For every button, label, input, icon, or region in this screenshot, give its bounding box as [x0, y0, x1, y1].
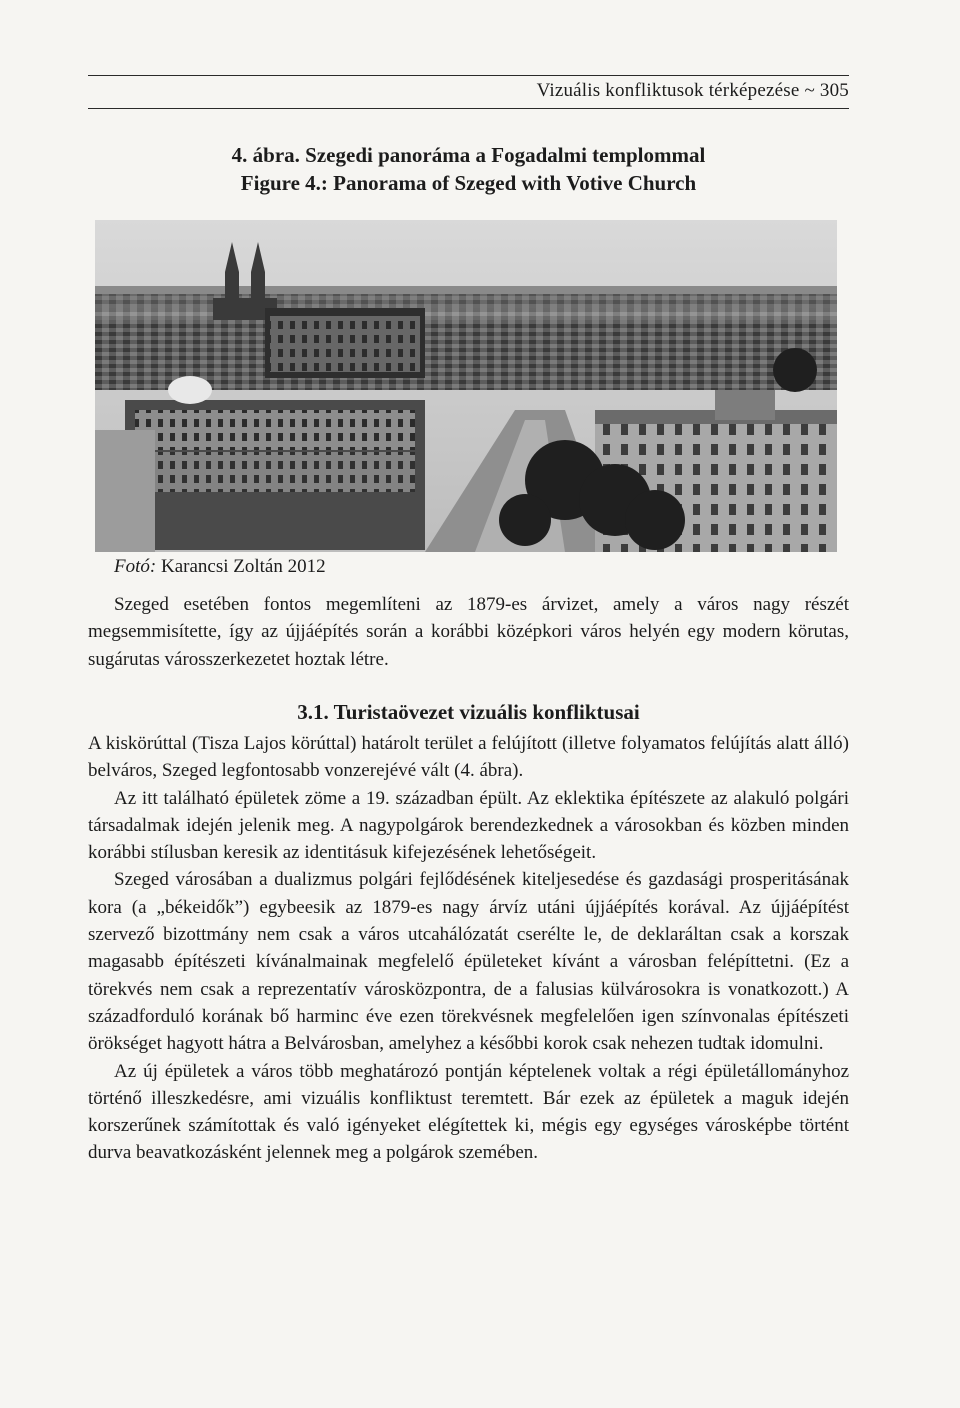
header-bottom-rule	[88, 108, 849, 109]
intro-paragraph: Szeged esetében fontos megemlíteni az 1879-es árvizet, amely a város nagy részét megsemmisítette, így az újjáépítés során a korábbi középkori város helyén egy modern körutas, sugárutas városszerkezetet hoztak létre.	[88, 594, 849, 670]
running-head	[88, 80, 849, 102]
section-title: Turistaövezet vizuális konfliktusai	[333, 700, 640, 724]
running-head-separator: ~	[804, 80, 815, 101]
header-top-rule	[88, 75, 849, 76]
section-body	[88, 730, 849, 1167]
section-heading	[88, 700, 849, 725]
figure-title-hu: 4. ábra. Szegedi panoráma a Fogadalmi templommal	[231, 143, 706, 167]
photo-credit-text: Karancsi Zoltán 2012	[160, 556, 326, 577]
body-paragraph-1: A kiskörúttal (Tisza Lajos körúttal) határolt terület a felújított (illetve folyamatos felújítás alatt álló) belváros, Szeged legfontosabb vonzerejévé vált (4. ábra).	[88, 733, 849, 782]
figure-title-en: Figure 4.: Panorama of Szeged with Votive Church	[240, 171, 697, 195]
body-paragraph-4: Az új épületek a város több meghatározó pontján képtelenek voltak a régi épületállományhoz történő illeszkedésre, ami vizuális konfliktust teremtett. Bár ezek az épületek a maguk idején korszerűnek számítottak és való igényeket elégítettek ki, mégis egy egységes városképbe történt durva beavatkozásként jelennek meg a polgárok szemében.	[88, 1060, 849, 1164]
panorama-photo	[95, 220, 837, 552]
photo-credit	[114, 556, 326, 578]
photo-credit-label: Fotó:	[114, 556, 157, 577]
running-title: Vizuális konfliktusok térképezése	[536, 80, 800, 101]
section-number: 3.1.	[297, 700, 329, 724]
body-paragraph-2: Az itt található épületek zöme a 19. században épült. Az eklektika építészete az alakuló polgári társadalmak idején jelenik meg. A nagypolgárok berendezkednek a városokban és közben minden korábbi stílusban keresik az identitásuk kifejezésének lehetőségeit.	[88, 787, 849, 864]
intro-block	[88, 591, 849, 673]
body-paragraph-3: Szeged városában a dualizmus polgári fejlődésének kiteljesedése és gazdasági prosperitásának kora (a „békeidők”) egybeesik az 1879-es nagy árvíz utáni újjáépítés korával. Az újjáépítést szervező bizottmány nem csak a város utcahálózatát cserélte le, de deklaráltan csak a korszak magasabb építészeti kívánalmainak megfelelő épületeket kívánt a városban felépíttetni. (Ez a törekvés nem csak a reprezentatív városközpontra, de a falusias külvárosokra is vonatkozott.) A századforduló korának bő harminc éve ezen törekvésnek megfelelően igen színvonalas építészeti örökséget hagyott hátra a Belvárosban, amelyhez a későbbi korok csak nehezen tudtak idomulni.	[88, 869, 849, 1055]
page-number: 305	[819, 80, 849, 101]
